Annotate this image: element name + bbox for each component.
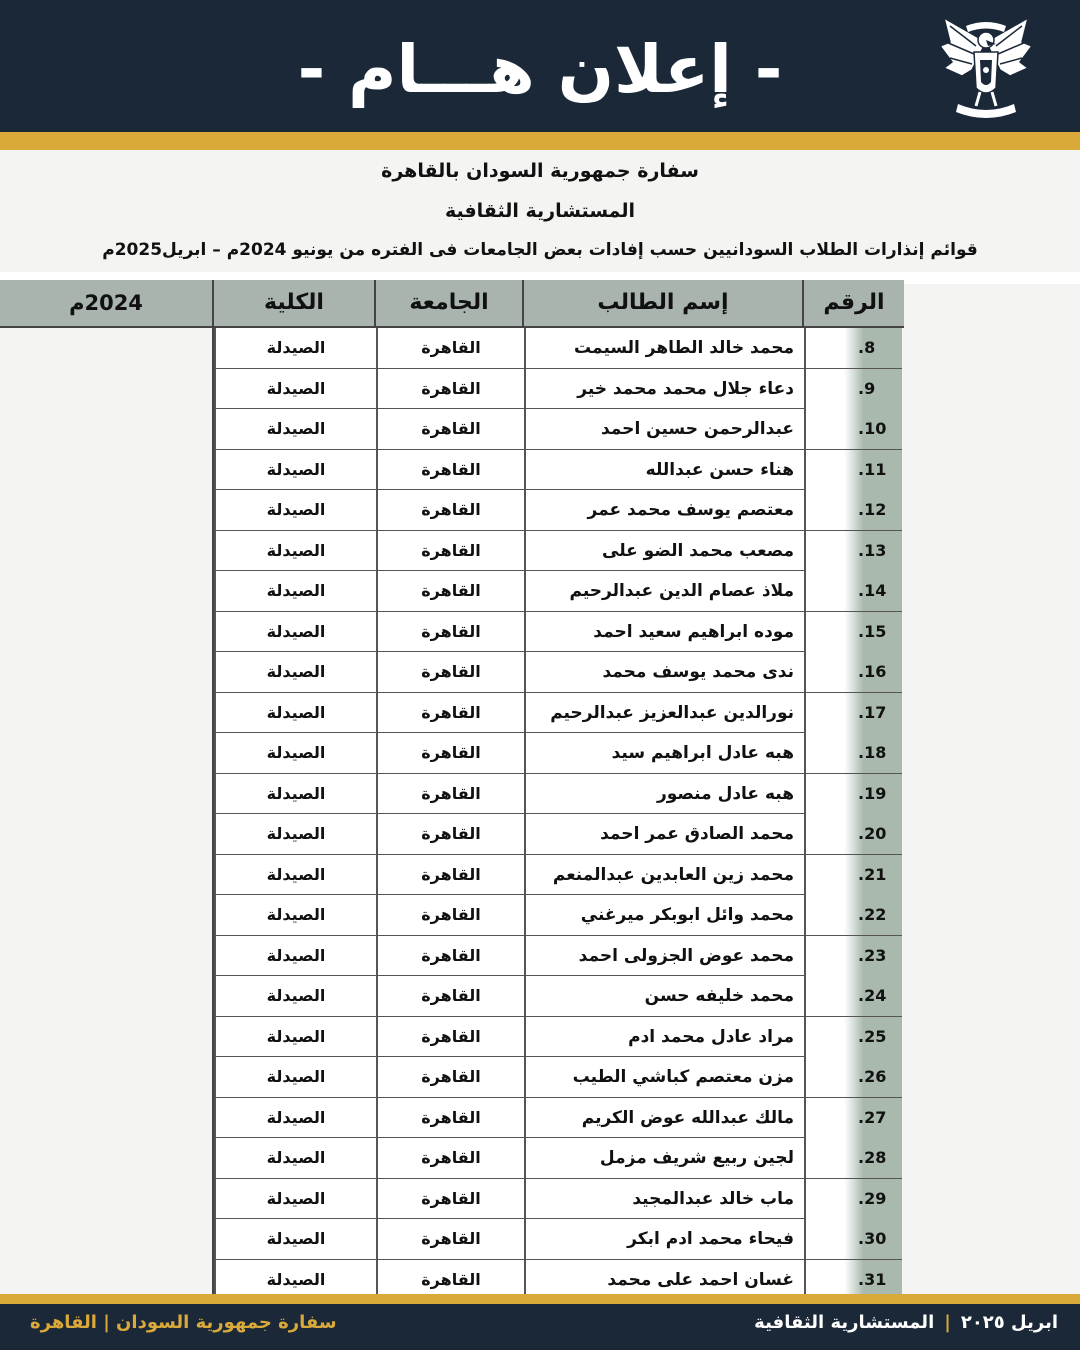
faculty-cell: الصيدلة: [214, 612, 376, 652]
faculty-cell: الصيدلة: [214, 1098, 376, 1138]
table-row: [214, 612, 902, 653]
row-number-cell: 19.: [804, 774, 902, 814]
top-gold-stripe: [0, 132, 1080, 150]
faculty-cell: الصيدلة: [214, 733, 376, 773]
student-name-cell: محمد خليفه حسن: [524, 976, 804, 1016]
table-row: [214, 369, 902, 410]
row-number-cell: 11.: [804, 450, 902, 490]
university-cell: القاهرة: [376, 1138, 524, 1178]
faculty-cell: الصيدلة: [214, 1179, 376, 1219]
table-body: [212, 328, 900, 1294]
row-number-cell: 16.: [804, 652, 902, 692]
footer-embassy: سفارة جمهورية السودان | القاهرة: [30, 1312, 337, 1333]
department-name: المستشارية الثقافية: [444, 200, 636, 222]
university-cell: القاهرة: [376, 1219, 524, 1259]
row-number-cell: 8.: [804, 328, 902, 368]
faculty-cell: الصيدلة: [214, 1057, 376, 1097]
university-cell: القاهرة: [376, 1017, 524, 1057]
table-row: [214, 936, 902, 977]
document-subject: قوائم إنذارات الطلاب السودانيين حسب إفادات بعض الجامعات فى الفتره من يونيو 2024م – ابريل2025م: [102, 240, 978, 260]
embassy-name: سفارة جمهورية السودان بالقاهرة: [381, 160, 699, 182]
faculty-cell: الصيدلة: [214, 531, 376, 571]
table-row: [214, 450, 902, 491]
row-number-cell: 21.: [804, 855, 902, 895]
bottom-gold-stripe: [0, 1294, 1080, 1304]
table-row: [214, 774, 902, 815]
university-cell: القاهرة: [376, 612, 524, 652]
university-cell: القاهرة: [376, 328, 524, 368]
row-number-cell: 9.: [804, 369, 902, 409]
row-number-cell: 20.: [804, 814, 902, 854]
student-name-cell: هبه عادل ابراهيم سيد: [524, 733, 804, 773]
header-student-name: إسم الطالب: [522, 280, 802, 326]
university-cell: القاهرة: [376, 1179, 524, 1219]
table-header: [0, 280, 904, 328]
table-row: [214, 490, 902, 531]
university-cell: القاهرة: [376, 855, 524, 895]
table-row: [214, 1179, 902, 1220]
student-name-cell: مالك عبدالله عوض الكريم: [524, 1098, 804, 1138]
student-name-cell: ملاذ عصام الدين عبدالرحيم: [524, 571, 804, 611]
row-number-cell: 27.: [804, 1098, 902, 1138]
row-number-cell: 12.: [804, 490, 902, 530]
faculty-cell: الصيدلة: [214, 774, 376, 814]
row-number-cell: 25.: [804, 1017, 902, 1057]
student-name-cell: فيحاء محمد ادم ابكر: [524, 1219, 804, 1259]
student-name-cell: هبه عادل منصور: [524, 774, 804, 814]
student-name-cell: مراد عادل محمد ادم: [524, 1017, 804, 1057]
faculty-cell: الصيدلة: [214, 571, 376, 611]
row-number-cell: 22.: [804, 895, 902, 935]
table-row: [214, 855, 902, 896]
row-number-cell: 13.: [804, 531, 902, 571]
table-row: [214, 693, 902, 734]
row-number-cell: 18.: [804, 733, 902, 773]
table-row: [214, 1219, 902, 1260]
header-university: الجامعة: [374, 280, 522, 326]
university-cell: القاهرة: [376, 976, 524, 1016]
table-row: [214, 1057, 902, 1098]
table-row: [214, 531, 902, 572]
row-number-cell: 28.: [804, 1138, 902, 1178]
table-row: [214, 409, 902, 450]
table-row: [214, 1260, 902, 1295]
page-title: - إعلان هـــام -: [297, 31, 783, 108]
document-scan: [0, 150, 1080, 1294]
header-bar: [0, 0, 1080, 132]
university-cell: القاهرة: [376, 369, 524, 409]
university-cell: القاهرة: [376, 409, 524, 449]
university-cell: القاهرة: [376, 774, 524, 814]
row-number-cell: 23.: [804, 936, 902, 976]
row-number-cell: 29.: [804, 1179, 902, 1219]
footer-org: المستشارية الثقافية: [754, 1312, 935, 1333]
university-cell: القاهرة: [376, 571, 524, 611]
faculty-cell: الصيدلة: [214, 409, 376, 449]
student-name-cell: مصعب محمد الضو على: [524, 531, 804, 571]
footer-bar: [0, 1304, 1080, 1350]
row-number-cell: 31.: [804, 1260, 902, 1295]
table-row: [214, 1017, 902, 1058]
university-cell: القاهرة: [376, 733, 524, 773]
table-row: [214, 328, 902, 369]
university-cell: القاهرة: [376, 895, 524, 935]
table-row: [214, 571, 902, 612]
row-number-cell: 24.: [804, 976, 902, 1016]
faculty-cell: الصيدلة: [214, 1017, 376, 1057]
sudan-emblem-icon: [936, 12, 1036, 120]
header-faculty: الكلية: [212, 280, 374, 326]
faculty-cell: الصيدلة: [214, 1219, 376, 1259]
university-cell: القاهرة: [376, 1098, 524, 1138]
faculty-cell: الصيدلة: [214, 328, 376, 368]
faculty-cell: الصيدلة: [214, 450, 376, 490]
faculty-cell: الصيدلة: [214, 895, 376, 935]
student-name-cell: موده ابراهيم سعيد احمد: [524, 612, 804, 652]
student-name-cell: محمد عوض الجزولى احمد: [524, 936, 804, 976]
university-cell: القاهرة: [376, 1057, 524, 1097]
header-year: 2024م: [69, 291, 143, 315]
faculty-cell: الصيدلة: [214, 855, 376, 895]
university-cell: القاهرة: [376, 450, 524, 490]
university-cell: القاهرة: [376, 1260, 524, 1295]
table-row: [214, 1098, 902, 1139]
row-number-cell: 15.: [804, 612, 902, 652]
student-name-cell: مزن معتصم كباشي الطيب: [524, 1057, 804, 1097]
student-name-cell: معتصم يوسف محمد عمر: [524, 490, 804, 530]
faculty-cell: الصيدلة: [214, 976, 376, 1016]
row-number-cell: 26.: [804, 1057, 902, 1097]
footer-separator: |: [944, 1312, 951, 1333]
table-row: [214, 976, 902, 1017]
university-cell: القاهرة: [376, 814, 524, 854]
university-cell: القاهرة: [376, 693, 524, 733]
student-name-cell: محمد خالد الطاهر السيمت: [524, 328, 804, 368]
student-name-cell: دعاء جلال محمد محمد خير: [524, 369, 804, 409]
faculty-cell: الصيدلة: [214, 1138, 376, 1178]
faculty-cell: الصيدلة: [214, 814, 376, 854]
university-cell: القاهرة: [376, 531, 524, 571]
faculty-cell: الصيدلة: [214, 369, 376, 409]
row-number-cell: 30.: [804, 1219, 902, 1259]
student-name-cell: محمد الصادق عمر احمد: [524, 814, 804, 854]
header-number: الرقم: [802, 280, 904, 326]
student-name-cell: ماب خالد عبدالمجيد: [524, 1179, 804, 1219]
table-row: [214, 1138, 902, 1179]
university-cell: القاهرة: [376, 652, 524, 692]
student-name-cell: محمد وائل ابوبكر ميرغني: [524, 895, 804, 935]
footer-date: ابريل ٢٠٢٥: [960, 1312, 1058, 1333]
row-number-cell: 14.: [804, 571, 902, 611]
faculty-cell: الصيدلة: [214, 936, 376, 976]
student-name-cell: هناء حسن عبدالله: [524, 450, 804, 490]
university-cell: القاهرة: [376, 490, 524, 530]
faculty-cell: الصيدلة: [214, 1260, 376, 1295]
student-name-cell: محمد زين العابدين عبدالمنعم: [524, 855, 804, 895]
faculty-cell: الصيدلة: [214, 652, 376, 692]
student-name-cell: غسان احمد على محمد: [524, 1260, 804, 1295]
table-row: [214, 733, 902, 774]
row-number-cell: 10.: [804, 409, 902, 449]
row-number-cell: 17.: [804, 693, 902, 733]
table-row: [214, 895, 902, 936]
student-name-cell: ندى محمد يوسف محمد: [524, 652, 804, 692]
student-name-cell: عبدالرحمن حسين احمد: [524, 409, 804, 449]
faculty-cell: الصيدلة: [214, 693, 376, 733]
table-row: [214, 652, 902, 693]
student-name-cell: نورالدين عبدالعزيز عبدالرحيم: [524, 693, 804, 733]
footer-info: [754, 1312, 1058, 1333]
table-row: [214, 814, 902, 855]
university-cell: القاهرة: [376, 936, 524, 976]
faculty-cell: الصيدلة: [214, 490, 376, 530]
student-name-cell: لجين ربيع شريف مزمل: [524, 1138, 804, 1178]
